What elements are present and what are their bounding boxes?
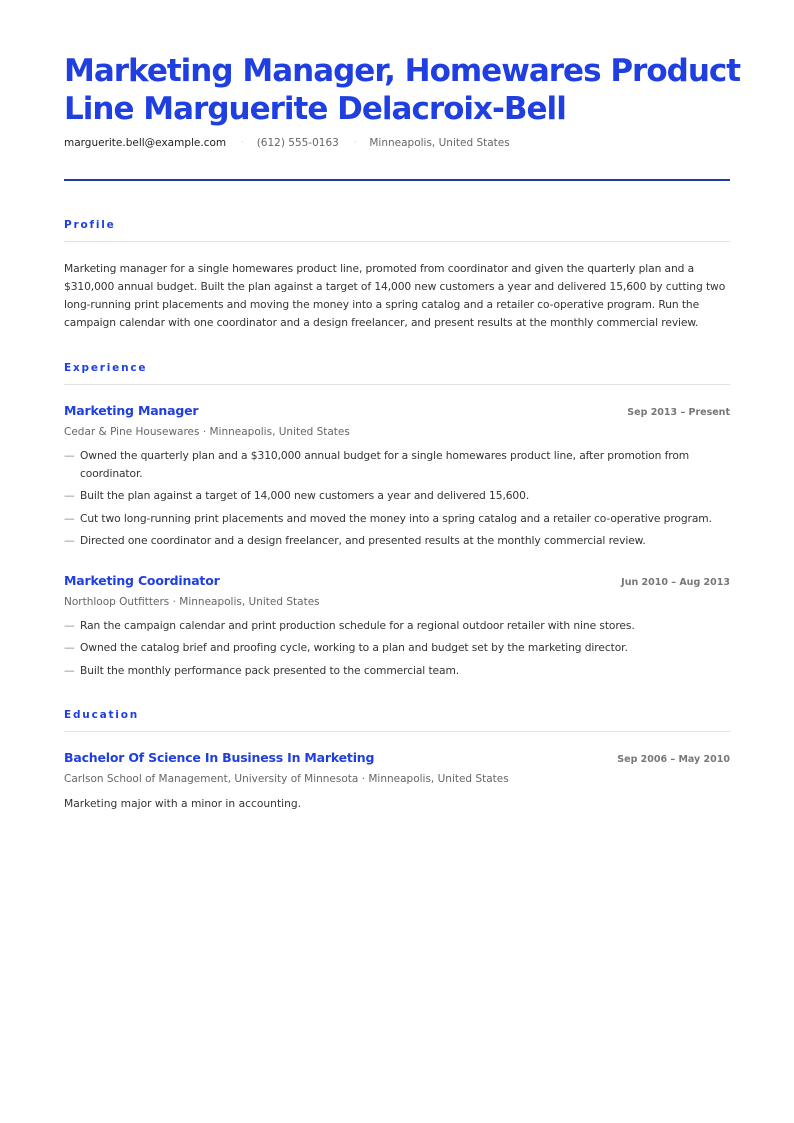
bullet-text: Owned the quarterly plan and a $310,000 annual budget for a single homewares product line, after promotion from coordinator. [80, 449, 690, 480]
contact-phone: (612) 555-0163 [256, 137, 339, 149]
education-note: Marketing major with a minor in accounting. [64, 797, 302, 810]
bullet-dash: — [64, 534, 75, 547]
header-divider [64, 179, 730, 181]
bullet-text: Directed one coordinator and a design freelancer, and presented results at the monthly commercial review. [80, 534, 646, 547]
job-header [64, 403, 730, 420]
degree-title: Bachelor Of Science In Business In Marketing [64, 750, 375, 765]
bullet-dash: — [64, 489, 75, 502]
bullet-dash: — [64, 641, 75, 654]
job-bullets [64, 447, 730, 550]
profile-summary: Marketing manager for a single homewares product line, promoted from coordinator and given the quarterly plan and a $310,000 annual budget. Built the plan against a target of 14,000 new customers a year and delivered 15,600 by cutting two long-running print placements and moving the money into a spring catalog and a retailer co-operative program. Run the campaign calendar with one coordinator and a design freelancer, and present results at the monthly commercial review. [64, 262, 726, 329]
bullet-dash: — [64, 449, 75, 462]
section-heading-education: Education [64, 709, 139, 721]
education-dates: Sep 2006 – May 2010 [617, 754, 730, 765]
job-header [64, 573, 730, 590]
contact-location: Minneapolis, United States [369, 137, 510, 149]
section-heading-profile: Profile [64, 219, 116, 231]
bullet-text: Built the plan against a target of 14,000 new customers a year and delivered 15,600. [80, 489, 530, 502]
section-divider [64, 731, 730, 732]
education-header [64, 750, 730, 767]
job-organization: Cedar & Pine Housewares · Minneapolis, United States [64, 426, 350, 438]
bullet-item [64, 487, 730, 505]
job-dates: Sep 2013 – Present [627, 407, 730, 418]
bullet-text: Built the monthly performance pack presented to the commercial team. [80, 663, 460, 677]
job-dates: Jun 2010 – Aug 2013 [621, 576, 730, 588]
contact-separator: · [241, 138, 244, 147]
bullet-dash: — [64, 511, 75, 525]
bullet-text: Owned the catalog brief and proofing cycle, working to a plan and budget set by the marketing director. [80, 641, 628, 654]
education-section [64, 709, 730, 812]
bullet-dash: — [64, 618, 75, 632]
resume-title: Marketing Manager, Homewares Product Line Marguerite Delacroix-Bell [64, 53, 741, 127]
bullet-item [64, 639, 730, 657]
section-divider [64, 241, 730, 242]
bullet-item [64, 617, 730, 635]
bullet-text: Ran the campaign calendar and print production schedule for a regional outdoor retailer with nine stores. [80, 618, 635, 632]
bullet-item [64, 662, 730, 680]
job-bullets [64, 617, 730, 680]
job-title: Marketing Coordinator [64, 572, 220, 588]
job-entry [64, 403, 730, 550]
bullet-item [64, 532, 730, 550]
bullet-item [64, 447, 730, 482]
education-entry [64, 750, 730, 812]
contact-line [64, 136, 730, 150]
job-organization: Northloop Outfitters · Minneapolis, United States [64, 595, 320, 608]
bullet-dash: — [64, 663, 75, 677]
profile-section [64, 219, 730, 332]
job-entry [64, 573, 730, 680]
section-heading-experience: Experience [64, 362, 148, 374]
experience-section [64, 362, 730, 679]
bullet-text: Cut two long-running print placements and moved the money into a spring catalog and a retailer co-operative program. [80, 511, 712, 525]
job-title: Marketing Manager [64, 403, 199, 418]
contact-email[interactable]: marguerite.bell@example.com [64, 137, 227, 149]
school-name: Carlson School of Management, University of Minnesota · Minneapolis, United States [64, 773, 509, 785]
section-divider [64, 384, 730, 385]
contact-separator: · [353, 138, 357, 147]
bullet-item [64, 510, 730, 528]
